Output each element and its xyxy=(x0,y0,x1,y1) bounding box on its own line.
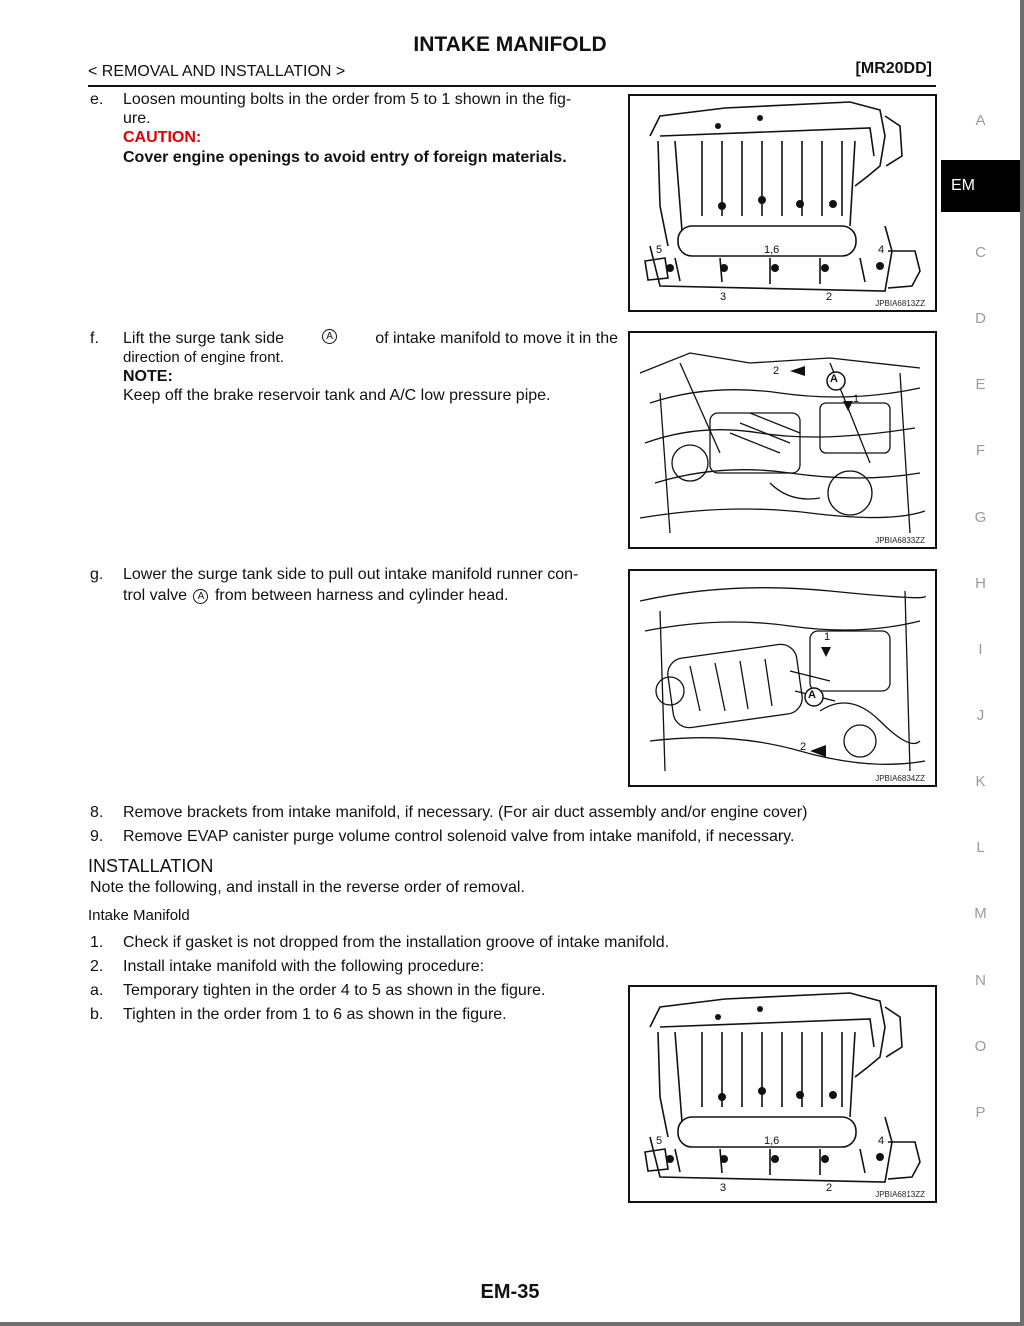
inst-step-1-label: 1. xyxy=(90,934,104,951)
tab-n[interactable]: N xyxy=(975,972,986,989)
installation-heading: INSTALLATION xyxy=(88,856,214,876)
fig1-code: JPBIA6813ZZ xyxy=(875,299,925,308)
step-8-label: 8. xyxy=(90,804,104,821)
step-e-line2: ure. xyxy=(123,110,151,127)
inst-step-2-text: Install intake manifold with the following procedure: xyxy=(123,958,485,975)
step-f-line1-a: Lift the surge tank side xyxy=(123,330,284,347)
figure-intake-manifold-install xyxy=(628,985,937,1203)
inst-step-b-text: Tighten in the order from 1 to 6 as shown in the figure. xyxy=(123,1006,507,1023)
tab-p[interactable]: P xyxy=(975,1104,986,1121)
fig1-bolt-3: 3 xyxy=(720,291,727,303)
fig2-code: JPBIA6833ZZ xyxy=(875,536,925,545)
section-heading: < REMOVAL AND INSTALLATION > xyxy=(88,63,346,80)
fig1-bolt-2: 2 xyxy=(826,291,833,303)
tab-m[interactable]: M xyxy=(974,905,987,922)
step-f-label: f. xyxy=(90,330,99,347)
section-tab-strip xyxy=(941,95,1020,1155)
inst-step-a-text: Temporary tighten in the order 4 to 5 as shown in the figure. xyxy=(123,982,546,999)
fig4-bolt-2: 2 xyxy=(826,1182,833,1194)
fig2-label-2: 2 xyxy=(773,365,780,377)
step-g-line2-b: from between harness and cylinder head. xyxy=(214,587,509,604)
tab-j[interactable]: J xyxy=(976,707,985,724)
tab-k[interactable]: K xyxy=(975,773,986,790)
step-g-line1: Lower the surge tank side to pull out intake manifold runner con- xyxy=(123,566,579,583)
fig3-label-a: A xyxy=(808,689,816,701)
model-code: [MR20DD] xyxy=(855,60,932,77)
tab-h[interactable]: H xyxy=(975,575,986,592)
fig4-bolt-4: 4 xyxy=(878,1135,885,1147)
tab-em-active[interactable]: EM xyxy=(941,160,1020,212)
fig1-bolt-4: 4 xyxy=(878,244,885,256)
caution-text: Cover engine openings to avoid entry of foreign materials. xyxy=(123,149,567,166)
note-text: Keep off the brake reservoir tank and A/C low pressure pipe. xyxy=(123,387,551,404)
fig1-bolt-5: 5 xyxy=(656,244,663,256)
step-8-text: Remove brackets from intake manifold, if necessary. (For air duct assembly and/or engine cover) xyxy=(123,804,808,821)
step-9-text: Remove EVAP canister purge volume control solenoid valve from intake manifold, if necessary. xyxy=(123,828,795,845)
fig3-label-1: 1 xyxy=(824,631,831,643)
tab-g[interactable]: G xyxy=(974,509,987,526)
fig2-label-1: 1 xyxy=(853,393,860,405)
step-e-label: e. xyxy=(90,91,104,108)
figure-pull-runner-valve xyxy=(628,569,937,787)
marker-a: A xyxy=(322,329,337,344)
inst-step-b-label: b. xyxy=(90,1006,104,1023)
marker-a: A xyxy=(193,589,208,604)
fig4-bolt-5: 5 xyxy=(656,1135,663,1147)
header-rule xyxy=(88,85,936,87)
tab-d[interactable]: D xyxy=(975,310,986,327)
tab-o[interactable]: O xyxy=(974,1038,987,1055)
fig3-code: JPBIA6834ZZ xyxy=(875,774,925,783)
manifold-drawing xyxy=(630,96,935,310)
tab-e[interactable]: E xyxy=(975,376,986,393)
fig1-bolt-1-6: 1,6 xyxy=(764,244,780,256)
caution-label: CAUTION: xyxy=(123,129,202,146)
tab-c[interactable]: C xyxy=(975,244,986,261)
step-g-label: g. xyxy=(90,566,104,583)
fig4-code: JPBIA6813ZZ xyxy=(875,1190,925,1199)
step-g-line2 xyxy=(123,586,508,605)
figure-intake-manifold-removal xyxy=(628,94,937,312)
fig4-bolt-1-6: 1,6 xyxy=(764,1135,780,1147)
tab-i[interactable]: I xyxy=(978,641,983,658)
fig2-label-a: A xyxy=(830,373,838,385)
inst-step-a-label: a. xyxy=(90,982,104,999)
step-g-line2-a: trol valve xyxy=(123,587,188,604)
tab-a[interactable]: A xyxy=(975,112,986,129)
step-9-label: 9. xyxy=(90,828,104,845)
step-f-line1-b: of intake manifold to move it in the xyxy=(375,330,618,347)
engine-bay-drawing-1 xyxy=(630,333,935,547)
fig3-label-2: 2 xyxy=(800,741,807,753)
manifold-drawing-2 xyxy=(630,987,935,1201)
step-f-line2: direction of engine front. xyxy=(123,349,284,366)
step-f-line1 xyxy=(123,329,618,348)
tab-l[interactable]: L xyxy=(976,839,985,856)
engine-bay-drawing-2 xyxy=(630,571,935,785)
step-e-line1: Loosen mounting bolts in the order from 5 to 1 shown in the fig- xyxy=(123,91,572,108)
inst-step-1-text: Check if gasket is not dropped from the installation groove of intake manifold. xyxy=(123,934,670,951)
installation-subheading: Intake Manifold xyxy=(88,907,190,924)
fig4-bolt-3: 3 xyxy=(720,1182,727,1194)
inst-step-2-label: 2. xyxy=(90,958,104,975)
page-number: EM-35 xyxy=(480,1281,540,1303)
figure-lift-surge-tank xyxy=(628,331,937,549)
note-label: NOTE: xyxy=(123,368,173,385)
tab-f[interactable]: F xyxy=(975,442,986,459)
installation-intro: Note the following, and install in the reverse order of removal. xyxy=(90,879,525,896)
page-title: INTAKE MANIFOLD xyxy=(413,33,607,56)
